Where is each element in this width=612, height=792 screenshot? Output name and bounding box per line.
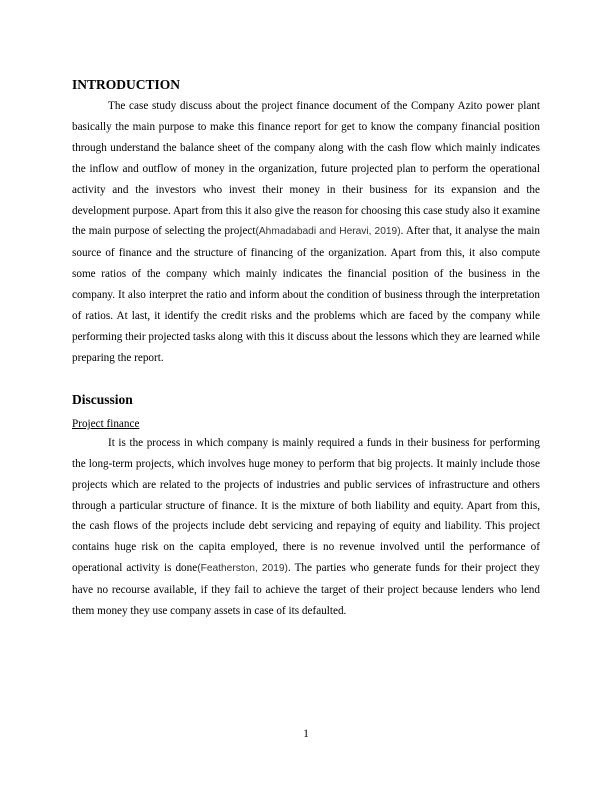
introduction-text-part-2: . After that, it analyse the main source of finance and the structure of financing of the organization. Apart from this, it also compute some ratios of the company which mainly indicates the financial position of the business in the company. It also interpret the ratio and inform about the condition of business through the interpretation of ratios. At last, it identify the credit risks and the problems which are faced by the company while performing their projected tasks along with this it discuss about the lessons which they are learned while preparing the report. (72, 225, 540, 364)
introduction-text-part-1: The case study discuss about the project finance document of the Company Azito power plant basically the main purpose to make this finance report for get to know the company financial position through understand the balance sheet of the company along with the cash flow which mainly indicates the inflow and outflow of money in the organization, future projected plan to perform the operational activity and the investors who invest their money in their business for its expansion and the development purpose. Apart from this it also give the reason for choosing this case study also it examine the main purpose of selecting the project (72, 100, 540, 238)
discussion-text-part-1: It is the process in which company is mainly required a funds in their business for performing the long-term projects, which involves huge money to perform that big projects. It mainly include those projects which are related to the projects of industries and public services of infrastructure and others through a particular structure of finance. It is the mixture of both liability and equity. Apart from this, the cash flows of the projects include debt servicing and repaying of equity and liability. This project contains huge risk on the capita employed, there is no revenue involved until the performance of operational activity is done (72, 436, 540, 575)
discussion-paragraph (72, 433, 540, 622)
discussion-citation: (Featherston, 2019) (197, 563, 288, 575)
discussion-heading: Discussion (72, 391, 133, 407)
discussion-text-part-2: . The parties who generate funds for their project they have no recourse available, if they fail to achieve the target of their project because lenders who lend them money they use company assets in case of its defaulted. (72, 562, 540, 618)
introduction-citation: (Ahmadabadi and Heravi, 2019) (255, 226, 401, 238)
introduction-heading: INTRODUCTION (72, 77, 181, 92)
page-content (72, 76, 540, 622)
introduction-paragraph (72, 96, 540, 369)
page-number: 1 (303, 728, 309, 740)
project-finance-subheading: Project finance (72, 417, 140, 430)
